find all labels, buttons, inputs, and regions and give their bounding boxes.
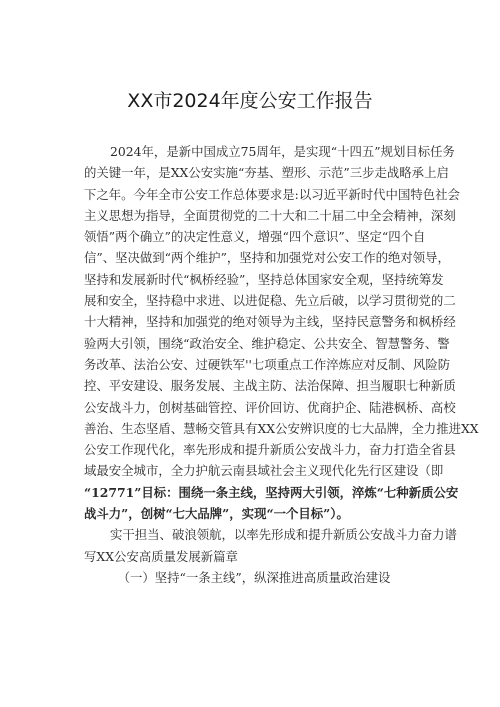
paragraph-line: 公安工作现代化，率先形成和提升新质公安战斗力，奋力打造全省县 xyxy=(84,442,456,458)
paragraph-line: 信”、坚决做到“两个维护”，坚持和加强党对公安工作的绝对领导， xyxy=(84,250,450,266)
paragraph-line: 领悟”两个确立”的决定性意义，增强“四个意识”、坚定“四个自 xyxy=(84,229,426,245)
paragraph-line: 展和安全，坚持稳中求进、以进促稳、先立后破，以学习贯彻党的二 xyxy=(84,293,456,309)
paragraph-line: 善治、生态坚盾、慧畅交管具有XX公安辨识度的七大品牌，全力推进XX xyxy=(84,420,479,436)
paragraph-line: 2024年，是新中国成立75周年，是实现“十四五”规划目标任务 xyxy=(110,144,455,159)
document-title: XX市2024年度公安工作报告 xyxy=(127,90,373,112)
paragraph-line: 坚持和发展新时代“枫桥经验”，坚持总体国家安全观，坚持统筹发 xyxy=(84,271,444,287)
paragraph-line: 的关键一年，是XX公安实施“夯基、塑形、示范”三步走战略承上启 xyxy=(84,165,449,181)
paragraph-line: 十大精神，坚持和加强党的绝对领导为主线，坚持民意警务和枫桥经 xyxy=(84,314,456,330)
paragraph-line: 公安战斗力，创树基础管控、评价回访、优商护企、陆港枫桥、高校 xyxy=(84,399,456,415)
paragraph-line: 战斗力”，创树“七大品牌”，实现“一个目标”）。 xyxy=(84,506,349,522)
paragraph-line: 务改革、法治公安、过硬铁军''七项重点工作淬炼应对反制、风险防 xyxy=(84,356,451,372)
section-intro-line: 写XX公安高质量发展新篇章 xyxy=(84,548,238,564)
paragraph-line: 验两大引领，围绕“政治安全、维护稳定、公共安全、智慧警务、警 xyxy=(84,335,450,351)
paragraph-line: 下之年。今年全市公安工作总体要求是:以习近平新时代中国特色社会 xyxy=(84,186,460,202)
paragraph-line: 控、平安建设、服务发展、主战主防、法治保障、担当履职七种新质 xyxy=(84,378,456,394)
paragraph-line: 域最安全城市，全力护航云南县域社会主义现代化先行区建设（即 xyxy=(84,463,444,479)
document-body xyxy=(84,141,479,588)
paragraph-line: 主义思想为指导，全面贯彻党的二十大和二十届二中全会精神，深刻 xyxy=(84,207,456,223)
section-intro-line: 实干担当、破浪领航，以率先形成和提升新质公安战斗力奋力谱 xyxy=(110,527,457,543)
paragraph-line: “12771”目标：围绕一条主线，坚持两大引领，淬炼“七种新质公安 xyxy=(84,484,459,500)
section-heading: （一）坚持“一条主线”，纵深推进高质量政治建设 xyxy=(117,569,391,585)
